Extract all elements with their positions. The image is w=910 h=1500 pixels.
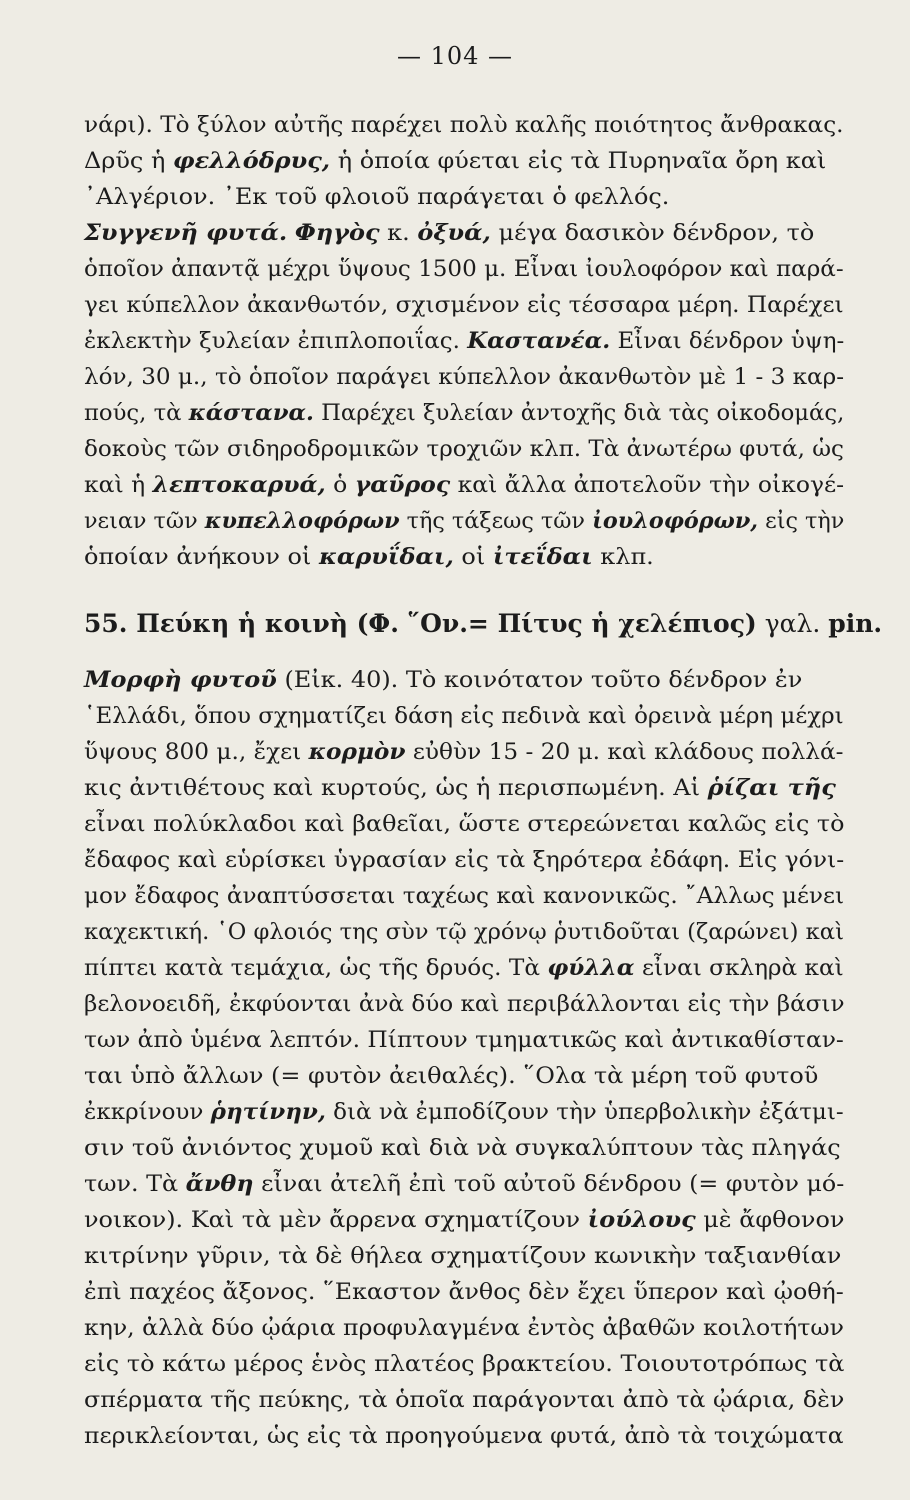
text-line: [84, 1094, 859, 1130]
text-line: [84, 842, 875, 878]
text-line: [84, 323, 857, 359]
text-run: κλπ.: [592, 544, 654, 570]
text-run: ὕψους 800 μ., ἔχει: [84, 739, 309, 765]
emphasized-term: Μορφὴ φυτοῦ: [84, 667, 277, 693]
emphasized-term: ἰούλους: [587, 1207, 696, 1233]
emphasized-term: 55. Πεύκη ἡ κοινὴ (Φ. ῞Ον.= Πίτυς ἡ χελέπιος): [84, 609, 757, 638]
text-run: νειαν τῶν: [84, 508, 205, 534]
emphasized-term: Καστανέα.: [467, 328, 611, 354]
text-line: [84, 359, 862, 395]
text-run: εὐθὺν 15 - 20 μ. καὶ κλάδους πολλά-: [405, 739, 844, 765]
text-run: ἔδαφος καὶ εὑρίσκει ὑγρασίαν εἰς τὰ ξηρότερα ἐδάφη. Εἰς γόνι-: [84, 847, 845, 873]
emphasized-term: κάστανα.: [188, 400, 314, 426]
text-line: [84, 986, 862, 1022]
text-run: Εἶναι δένδρον ὑψη-: [610, 328, 845, 354]
text-run: [287, 220, 295, 246]
text-line: [84, 1130, 892, 1166]
section-heading-pine: [84, 604, 883, 644]
text-line: [84, 878, 865, 914]
emphasized-term: κορμὸν: [308, 739, 406, 765]
text-run: πούς, τὰ: [84, 400, 189, 426]
paragraph-plant-morphology: [84, 662, 846, 1454]
text-run: ἐπὶ παχέος ἄξονος. ῞Εκαστον ἄνθος δὲν ἔχει ὕπερον καὶ ᾠοθή-: [84, 1279, 844, 1305]
text-run: ῾Ελλάδι, ὅπου σχηματίζει δάση εἰς πεδινὰ καὶ ὀρεινὰ μέρη μέχρι: [84, 703, 844, 729]
emphasized-term: ἄνθη: [185, 1171, 254, 1197]
text-run: τῆς τάξεως τῶν: [399, 508, 593, 534]
text-line: [84, 770, 892, 806]
text-run: καὶ ἄλλα ἀποτελοῦν τὴν οἰκογέ-: [450, 472, 845, 498]
text-run: ἐκλεκτὴν ξυλείαν ἐπιπλοποιΐας.: [84, 328, 468, 354]
text-line: [84, 1238, 892, 1274]
text-run: ᾽Αλγέριον. ᾽Εκ τοῦ φλοιοῦ παράγεται ὁ φελλός.: [84, 184, 670, 210]
text-run: εἶναι ἀτελῆ ἐπὶ τοῦ αὐτοῦ δένδρου (= φυτὸν μό-: [253, 1171, 845, 1197]
text-run: γει κύπελλον ἀκανθωτόν, σχισμένον εἰς τέσσαρα μέρη. Παρέχει: [84, 292, 844, 318]
text-run: καχεκτική. ῾Ο φλοιός της σὺν τῷ χρόνῳ ῥυτιδοῦται (ζαρώνει) καὶ: [84, 919, 844, 945]
text-line: [84, 1382, 885, 1418]
text-run: ὁ: [325, 472, 355, 498]
text-run: εἰς τὸ κάτω μέρος ἑνὸς πλατέος βρακτείου. Τοιουτοτρόπως τὰ: [84, 1351, 845, 1377]
text-run: διὰ νὰ ἐμποδίζουν τὴν ὑπερβολικὴν ἐξάτμι-: [325, 1099, 844, 1125]
text-run: ἐκκρίνουν: [84, 1099, 211, 1125]
text-line: [84, 950, 865, 986]
text-run: δοκοὺς τῶν σιδηροδρομικῶν τροχιῶν κλπ. Τὰ ἀνωτέρω φυτά, ὡς: [84, 436, 844, 462]
emphasized-term: ὀξυά,: [417, 220, 491, 246]
text-line: [84, 539, 892, 575]
text-line: [84, 1022, 872, 1058]
text-line: [84, 1202, 891, 1238]
emphasized-term: λεπτοκαρυά,: [152, 472, 326, 498]
text-line: [84, 1166, 886, 1202]
text-line: [84, 1346, 892, 1382]
text-line: [84, 734, 867, 770]
text-run: κιτρίνην γῦριν, τὰ δὲ θήλεα σχηματίζουν κωνικὴν ταξιανθίαν: [84, 1243, 842, 1269]
text-line: [84, 503, 845, 539]
text-line: [84, 467, 875, 503]
text-line: [84, 107, 866, 143]
text-run: Δρῦς ἡ: [84, 148, 173, 174]
text-run: των ἀπὸ ὑμένα λεπτόν. Πίπτουν τμηματικῶς καὶ ἀντικαθίσταν-: [84, 1027, 844, 1053]
text-line: [84, 143, 892, 179]
text-line: [84, 251, 861, 287]
emphasized-term: φύλλα: [547, 955, 635, 981]
emphasized-term: φελλόδρυς,: [172, 148, 331, 174]
text-line: [84, 287, 867, 323]
text-run: περικλείονται, ὡς εἰς τὰ προηγούμενα φυτά, ἀπὸ τὰ τοιχώματα: [84, 1423, 844, 1449]
text-run: καὶ ἡ: [84, 472, 153, 498]
emphasized-term: Φηγὸς: [294, 220, 380, 246]
text-run: κην, ἀλλὰ δύο ᾠάρια προφυλαγμένα ἐντὸς ἀβαθῶν κοιλοτήτων: [84, 1315, 844, 1341]
text-run: νοικον). Καὶ τὰ μὲν ἄρρενα σχηματίζουν: [84, 1207, 588, 1233]
emphasized-term: pin.: [828, 609, 883, 638]
text-run: σιν τοῦ ἀνιόντος χυμοῦ καὶ διὰ νὰ συγκαλύπτουν τὰς πληγάς: [84, 1135, 841, 1161]
emphasized-term: Συγγενῆ φυτά.: [84, 220, 288, 246]
emphasized-term: ῥίζαι τῆς: [707, 775, 836, 801]
emphasized-term: καρυΐδαι,: [318, 544, 454, 570]
text-run: γαλ.: [756, 609, 829, 638]
text-run: λόν, 30 μ., τὸ ὁποῖον παράγει κύπελλον ἀκανθωτὸν μὲ 1 - 3 καρ-: [84, 364, 844, 390]
text-run: ὁποῖον ἀπαντᾷ μέχρι ὕψους 1500 μ. Εἶναι ἰουλοφόρον καὶ παρά-: [84, 256, 844, 282]
text-run: εἶναι σκληρὰ καὶ: [634, 955, 844, 981]
text-run: κις ἀντιθέτους καὶ κυρτούς, ὡς ἡ περισπωμένη. Αἱ: [84, 775, 708, 801]
emphasized-term: κυπελλοφόρων: [204, 508, 400, 534]
text-run: Παρέχει ξυλείαν ἀντοχῆς διὰ τὰς οἰκοδομάς,: [313, 400, 845, 426]
text-line: [84, 431, 860, 467]
text-run: κ.: [379, 220, 418, 246]
text-line: [84, 662, 892, 698]
emphasized-term: ἰουλοφόρων,: [592, 508, 759, 534]
text-run: σπέρματα τῆς πεύκης, τὰ ὁποῖα παράγονται ἀπὸ τὰ ᾠάρια, δὲν: [84, 1387, 845, 1413]
emphasized-term: ἰτεΐδαι: [492, 544, 593, 570]
text-run: εἶναι πολύκλαδοι καὶ βαθεῖαι, ὥστε στερεώνεται καλῶς εἰς τὸ: [84, 811, 845, 837]
text-line: [84, 215, 892, 251]
text-run: εἰς τὴν: [758, 508, 845, 534]
text-run: των. Τὰ: [84, 1171, 186, 1197]
text-run: (Εἰκ. 40). Τὸ κοινότατον τοῦτο δένδρον ἐν: [276, 667, 803, 693]
emphasized-term: γαῦρος: [354, 472, 451, 498]
text-run: νάρι). Τὸ ξύλον αὐτῆς παρέχει πολὺ καλῆς ποιότητος ἄνθρακας.: [84, 112, 844, 138]
text-line: [84, 179, 892, 215]
emphasized-term: ῥητίνην,: [210, 1099, 326, 1125]
text-run: ται ὑπὸ ἄλλων (= φυτὸν ἀειθαλές). ῞Ολα τὰ μέρη τοῦ φυτοῦ: [84, 1063, 819, 1089]
text-line: [84, 1058, 892, 1094]
text-line: [84, 806, 887, 842]
text-line: [84, 914, 847, 950]
text-line: [84, 1274, 884, 1310]
text-line: [84, 395, 850, 431]
text-run: ἡ ὁποία φύεται εἰς τὰ Πυρηναῖα ὄρη καὶ: [330, 148, 827, 174]
text-run: ὁποίαν ἀνήκουν οἱ: [84, 544, 319, 570]
text-line: [84, 1310, 878, 1346]
page-number: — 104 —: [396, 42, 514, 70]
text-run: πίπτει κατὰ τεμάχια, ὡς τῆς δρυός. Τὰ: [84, 955, 548, 981]
text-run: οἱ: [453, 544, 493, 570]
text-run: μον ἔδαφος ἀναπτύσσεται ταχέως καὶ κανονικῶς. ῎Αλλως μένει: [84, 883, 845, 909]
text-line: [84, 698, 858, 734]
text-run: μὲ ἄφθονον: [695, 1207, 845, 1233]
paragraph-related-plants: [84, 107, 846, 575]
text-line: [84, 1418, 876, 1454]
text-run: βελονοειδῆ, ἐκφύονται ἀνὰ δύο καὶ περιβάλλονται εἰς τὴν βάσιν: [84, 991, 845, 1017]
text-run: μέγα δασικὸν δένδρον, τὸ: [490, 220, 815, 246]
